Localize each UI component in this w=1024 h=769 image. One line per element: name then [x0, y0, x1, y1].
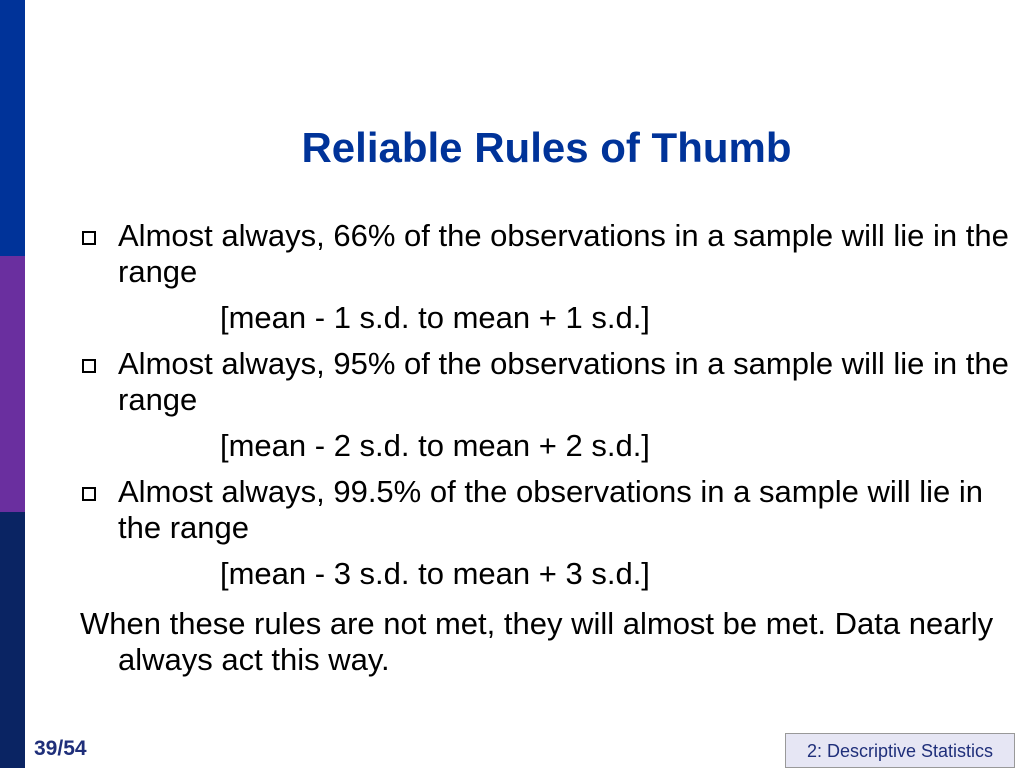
- bullet-item: [80, 474, 1010, 592]
- range-text: [mean - 2 s.d. to mean + 2 s.d.]: [220, 428, 650, 463]
- page-number: 39/54: [34, 737, 87, 760]
- sidebar-segment-middle: [0, 256, 25, 512]
- sidebar-stripe: [0, 0, 25, 768]
- bullet-text: Almost always, 99.5% of the observations in a sample will lie in the range: [118, 474, 983, 545]
- bullet-text: Almost always, 95% of the observations in a sample will lie in the range: [118, 346, 1009, 417]
- slide-title: Reliable Rules of Thumb: [301, 124, 792, 171]
- bullet-item: [80, 346, 1010, 464]
- bullet-text: Almost always, 66% of the observations in a sample will lie in the range: [118, 218, 1009, 289]
- range-text: [mean - 1 s.d. to mean + 1 s.d.]: [220, 300, 650, 335]
- range-text: [mean - 3 s.d. to mean + 3 s.d.]: [220, 556, 650, 591]
- bullet-item: [80, 218, 1010, 336]
- hollow-square-bullet-icon: [82, 231, 96, 245]
- hollow-square-bullet-icon: [82, 359, 96, 373]
- slide-body: [80, 218, 1010, 678]
- sidebar-segment-bottom: [0, 512, 25, 768]
- section-footer: 2: Descriptive Statistics: [785, 733, 1015, 768]
- conclusion-text: When these rules are not met, they will almost be met. Data nearly always act this way.: [80, 606, 994, 677]
- hollow-square-bullet-icon: [82, 487, 96, 501]
